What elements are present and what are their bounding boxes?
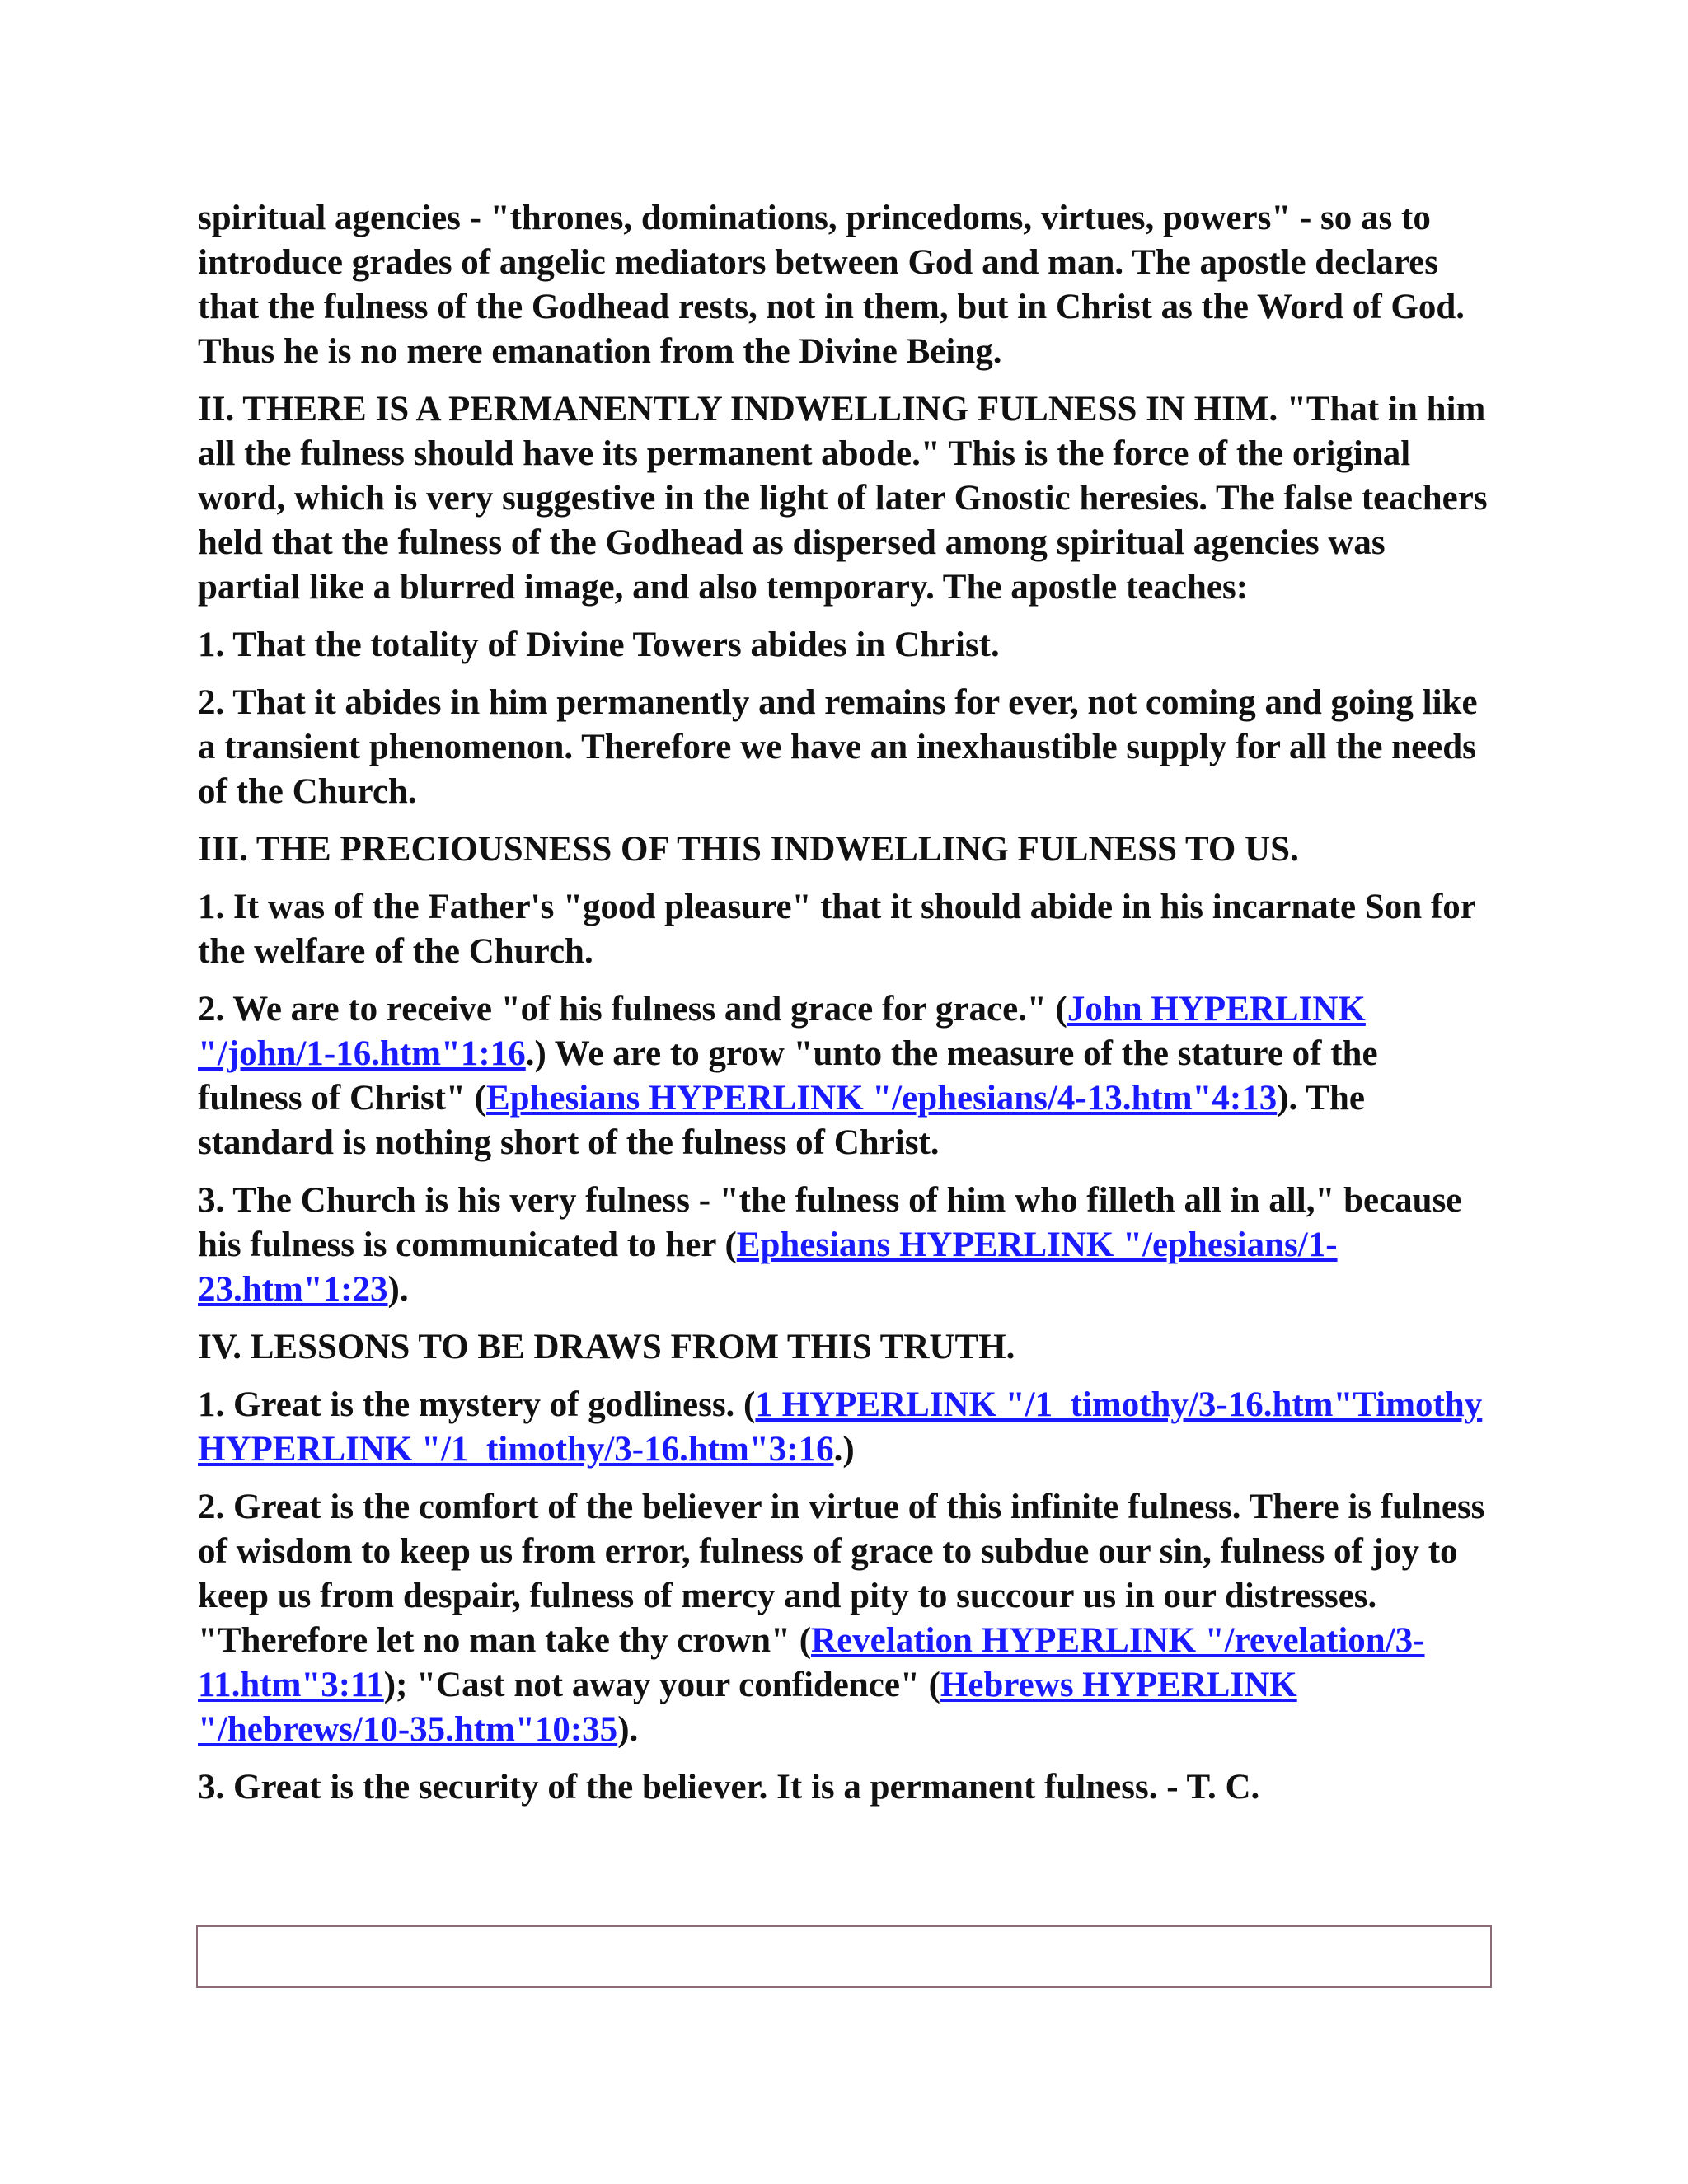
paragraph-security-believer: 3. Great is the security of the believer. It is a permanent fulness. - T. C. <box>198 1768 1260 1807</box>
text-segment: ). The standard is nothing short of the fulness of Christ. <box>198 1079 1365 1162</box>
paragraph-spiritual-agencies: spiritual agencies - "thrones, dominations, princedoms, virtues, powers" - so as to introduce grades of angelic mediators between God and man. The apostle declares that the fulness of the Godhead rests, not in them, but in Christ as the Word of God. Thus he is no mere emanation from the Divine Being. <box>198 199 1465 371</box>
text-segment: 2. Great is the comfort of the believer in virtue of this infinite fulness. There is fulness of wisdom to keep us from error, fulness of grace to subdue our sin, fulness of joy to keep us from despair, fulness of mercy and pity to succour us in our distresses. "Therefore let no man take thy crown" ( <box>198 1488 1485 1660</box>
paragraph-point-2-permanently: 2. That it abides in him permanently and remains for ever, not coming and going like a transient phenomenon. Therefore we have an inexhaustible supply for all the needs of the Church. <box>198 683 1478 811</box>
text-segment: .) <box>833 1430 855 1469</box>
heading-section-iii: III. THE PRECIOUSNESS OF THIS INDWELLING FULNESS TO US. <box>198 830 1299 869</box>
paragraph-section-ii: II. THERE IS A PERMANENTLY INDWELLING FULNESS IN HIM. "That in him all the fulness should have its permanent abode." This is the force of the original word, which is very suggestive in the light of later Gnostic heresies. The false teachers held that the fulness of the Godhead as dispersed among spiritual agencies was partial like a blurred image, and also temporary. The apostle teaches: <box>198 390 1488 607</box>
paragraph-comfort-believer <box>198 1485 1489 1752</box>
link-hebrews-10-35[interactable]: Hebrews HYPERLINK "/hebrews/10-35.htm"10:35 <box>198 1666 1297 1749</box>
paragraph-receive-fulness <box>198 987 1489 1165</box>
text-segment: .) We are to grow "unto the measure of the stature of the fulness of Christ" ( <box>198 1034 1378 1118</box>
paragraph-church-fulness <box>198 1179 1489 1312</box>
link-ephesians-4-13[interactable]: Ephesians HYPERLINK "/ephesians/4-13.htm"4:13 <box>485 1079 1278 1118</box>
text-segment: ). <box>387 1270 409 1309</box>
paragraph-point-1-totality: 1. That the totality of Divine Towers abides in Christ. <box>198 626 1000 664</box>
link-john-1-16[interactable]: John HYPERLINK "/john/1-16.htm"1:16 <box>198 990 1366 1073</box>
link-1-timothy-3-16[interactable]: 1 HYPERLINK "/1_timothy/3-16.htm"Timothy HYPERLINK "/1_timothy/3-16.htm"3:16 <box>198 1385 1483 1469</box>
paragraph-mystery-godliness <box>198 1383 1489 1472</box>
link-ephesians-1-23[interactable]: Ephesians HYPERLINK "/ephesians/1-23.htm"1:23 <box>198 1226 1338 1309</box>
heading-section-iv: IV. LESSONS TO BE DRAWS FROM THIS TRUTH. <box>198 1328 1015 1366</box>
link-revelation-3-11[interactable]: Revelation HYPERLINK "/revelation/3-11.htm"3:11 <box>198 1621 1425 1704</box>
text-segment: 3. The Church is his very fulness - "the fulness of him who filleth all in all," because his fulness is communicated to her ( <box>198 1181 1462 1264</box>
empty-text-box <box>196 1925 1492 1988</box>
paragraph-good-pleasure: 1. It was of the Father's "good pleasure" that it should abide in his incarnate Son for the welfare of the Church. <box>198 888 1476 971</box>
text-segment: ). <box>617 1710 639 1749</box>
text-segment: 2. We are to receive "of his fulness and grace for grace." ( <box>198 990 1067 1029</box>
document-body <box>198 196 1489 1823</box>
text-segment: ); "Cast not away your confidence" ( <box>383 1666 940 1704</box>
text-segment: 1. Great is the mystery of godliness. ( <box>198 1385 756 1424</box>
